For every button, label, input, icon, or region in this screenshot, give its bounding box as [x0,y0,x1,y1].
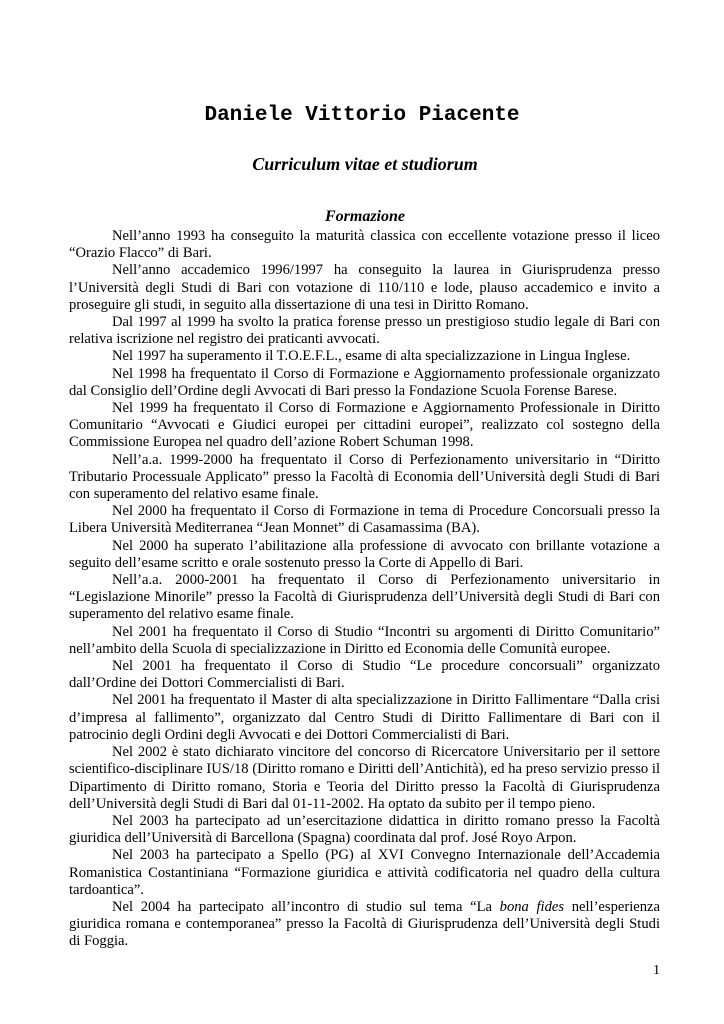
paragraph: Nel 1997 ha superamento il T.O.E.F.L., esame di alta specializzazione in Lingua Inglese. [112,348,631,365]
document-body [69,228,660,951]
paragraph-last-text-before: Nel 2004 ha partecipato all’incontro di studio sul tema “La [112,898,500,915]
paragraph: Nell’anno accademico 1996/1997 ha conseguito la laurea in Giurisprudenza presso l’Università degli Studi di Bari con votazione di 110/110 e lode, plauso accademico e invito a proseguire gli studi, in seguito alla dissertazione di una tesi in Diritto Romano. [69,262,660,313]
paragraph-last [69,899,660,951]
document-title: Daniele Vittorio Piacente [204,104,520,127]
paragraph: Nel 2000 ha frequentato il Corso di Formazione in tema di Procedure Concorsuali presso la Libera Università Mediterranea “Jean Monnet” di Casamassima (BA). [69,503,660,537]
paragraph: Nel 2000 ha superato l’abilitazione alla professione di avvocato con brillante votazione a seguito dell’esame scritto e orale sostenuto presso la Corte di Appello di Bari. [69,537,660,571]
paragraph: Nel 2002 è stato dichiarato vincitore del concorso di Ricercatore Universitario per il settore scientifico-disciplinare IUS/18 (Diritto romano e Diritti dell’Antichità), ed ha preso servizio presso il Dipartimento di Diritto romano, Storia e Teoria del Diritto presso la Facoltà di Giurisprudenza dell’Università degli Studi di Bari dal 01-11-2002. Ha optato da subito per il tempo pieno. [69,744,660,812]
paragraph: Nel 2003 ha partecipato a Spello (PG) al XVI Convegno Internazionale dell’Accademia Romanistica Costantiniana “Formazione giuridica e attività codificatoria nel quadro della cultura tardoantica”. [69,847,660,898]
paragraph: Nel 1999 ha frequentato il Corso di Formazione e Aggiornamento Professionale in Diritto Comunitario “Avvocati e Giudici europei per cittadini europei”, realizzato col sostegno della Commissione Europea nel quadro dell’azione Robert Schuman 1998. [69,400,660,451]
paragraph-last-italic-term: bona fides [499,898,565,915]
page-number: 1 [653,963,660,978]
section-heading-formazione: Formazione [324,208,405,225]
paragraph: Nel 2001 ha frequentato il Master di alta specializzazione in Diritto Fallimentare “Dalla crisi d’impresa al fallimento”, organizzato dal Centro Studi di Diritto Fallimentare di Bari con il patrocinio degli Ordini degli Avvocati e dei Dottori Commercialisti di Bari. [69,692,660,743]
paragraph: Dal 1997 al 1999 ha svolto la pratica forense presso un prestigioso studio legale di Bari con relativa iscrizione nel registro dei praticanti avvocati. [69,314,660,348]
paragraph-last-text-after: nell’esperienza giuridica romana e contemporanea” presso la Facoltà di Giurisprudenza dell’Università degli Studi di Foggia. [69,898,661,950]
paragraph: Nel 2001 ha frequentato il Corso di Studio “Le procedure concorsuali” organizzato dall’Ordine dei Dottori Commercialisti di Bari. [69,658,660,692]
paragraph: Nell’anno 1993 ha conseguito la maturità classica con eccellente votazione presso il liceo “Orazio Flacco” di Bari. [69,228,660,262]
paragraph: Nel 2001 ha frequentato il Corso di Studio “Incontri su argomenti di Diritto Comunitario” nell’ambito della Scuola di specializzazione in Diritto ed Economia delle Comunità europee. [69,623,660,657]
paragraph: Nel 2003 ha partecipato ad un’esercitazione didattica in diritto romano presso la Facoltà giuridica dell’Università di Barcellona (Spagna) coordinata dal prof. José Royo Arpon. [69,812,660,847]
paragraph: Nel 1998 ha frequentato il Corso di Formazione e Aggiornamento professionale organizzato dal Consiglio dell’Ordine degli Avvocati di Bari presso la Fondazione Scuola Forense Barese. [69,365,660,399]
paragraph: Nell’a.a. 2000-2001 ha frequentato il Corso di Perfezionamento universitario in “Legislazione Minorile” presso la Facoltà di Giurisprudenza dell’Università degli Studi di Bari con superamento del relativo esame finale. [69,572,660,623]
paragraph: Nell’a.a. 1999-2000 ha frequentato il Corso di Perfezionamento universitario in “Diritto Tributario Processuale Applicato” presso la Facoltà di Economia dell’Università degli Studi di Bari con superamento del relativo esame finale. [69,451,660,503]
document-subtitle: Curriculum vitae et studiorum [252,154,478,174]
